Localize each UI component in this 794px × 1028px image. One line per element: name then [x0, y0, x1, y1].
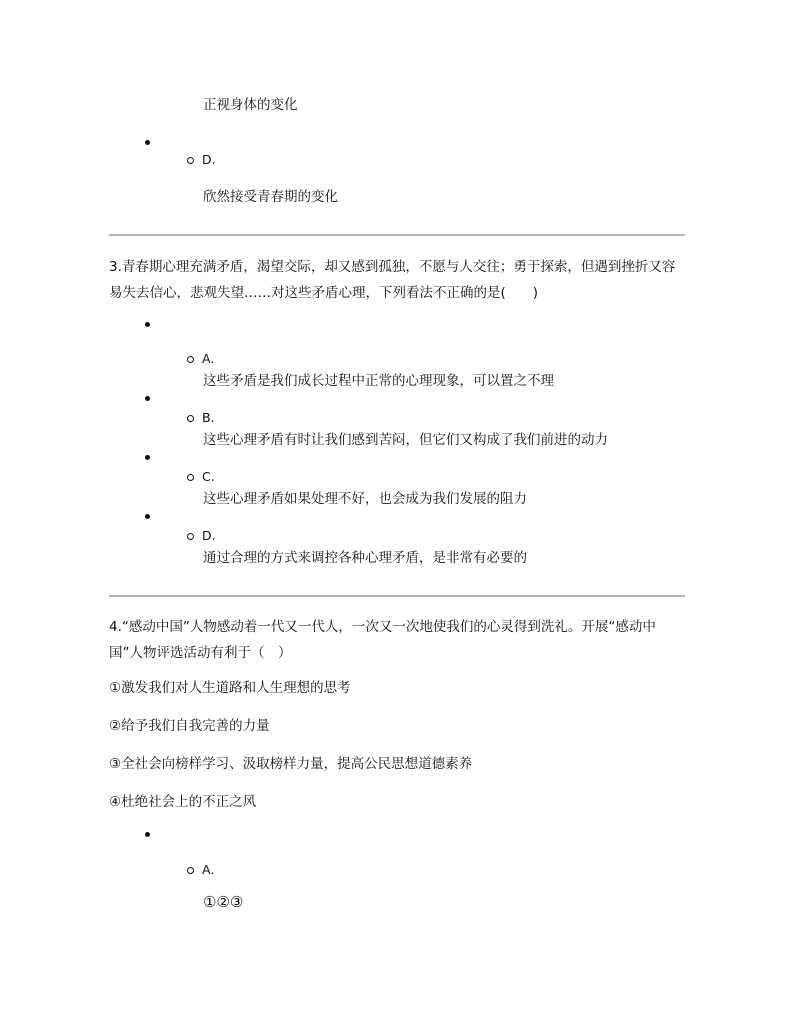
- q2-option-d-letter: D.: [202, 152, 216, 167]
- q3-option-b-letter: B.: [202, 410, 215, 425]
- q4-statement-3: ③全社会向榜样学习、汲取榜样力量，提高公民思想道德素养: [109, 756, 473, 772]
- q4-option-a-bullet: [145, 832, 150, 837]
- section-divider: [109, 595, 685, 597]
- q3-option-c-bullet: [145, 455, 150, 460]
- q2-option-d-circle: [187, 157, 194, 164]
- q3-option-d-text: 通过合理的方式来调控各种心理矛盾，是非常有必要的: [203, 550, 527, 566]
- q4-statement-2: ②给予我们自我完善的力量: [109, 718, 270, 734]
- q4-option-a-circle: [187, 867, 194, 874]
- q2-option-c-text: 正视身体的变化: [203, 97, 298, 113]
- q3-stem: 3.青春期心理充满矛盾，渴望交际，却又感到孤独，不愿与人交往；勇于探索，但遇到挫折又容易失去信心，悲观失望……对这些矛盾心理，下列看法不正确的是( ): [109, 259, 676, 301]
- section-divider: [109, 234, 685, 236]
- q4-option-a-letter: A.: [202, 862, 215, 877]
- q3-option-c-text: 这些心理矛盾如果处理不好，也会成为我们发展的阻力: [203, 491, 527, 507]
- q3-option-b-circle: [187, 415, 194, 422]
- q3-option-b-text: 这些心理矛盾有时让我们感到苦闷，但它们又构成了我们前进的动力: [203, 432, 608, 448]
- q2-option-d-text: 欣然接受青春期的变化: [203, 189, 338, 205]
- q4-option-a-text: ①②③: [203, 893, 244, 911]
- q4-statement-4: ④杜绝社会上的不正之风: [109, 794, 257, 810]
- q3-option-a-letter: A.: [202, 351, 215, 366]
- q2-option-d-bullet: [145, 140, 150, 145]
- q3-option-a-text: 这些矛盾是我们成长过程中正常的心理现象，可以置之不理: [203, 373, 554, 389]
- q3-option-a-bullet: [145, 322, 150, 327]
- q3-option-c-circle: [187, 474, 194, 481]
- q3-option-d-bullet: [145, 514, 150, 519]
- q4-stem: 4.“感动中国”人物感动着一代又一代人，一次又一次地使我们的心灵得到洗礼。开展“感动中国”人物评选活动有利于（ ）: [109, 619, 656, 661]
- q3-option-c-letter: C.: [202, 469, 215, 484]
- q3-option-a-circle: [187, 356, 194, 363]
- q3-option-b-bullet: [145, 396, 150, 401]
- q3-option-d-letter: D.: [202, 528, 216, 543]
- q4-statement-1: ①激发我们对人生道路和人生理想的思考: [109, 680, 351, 696]
- q3-option-d-circle: [187, 533, 194, 540]
